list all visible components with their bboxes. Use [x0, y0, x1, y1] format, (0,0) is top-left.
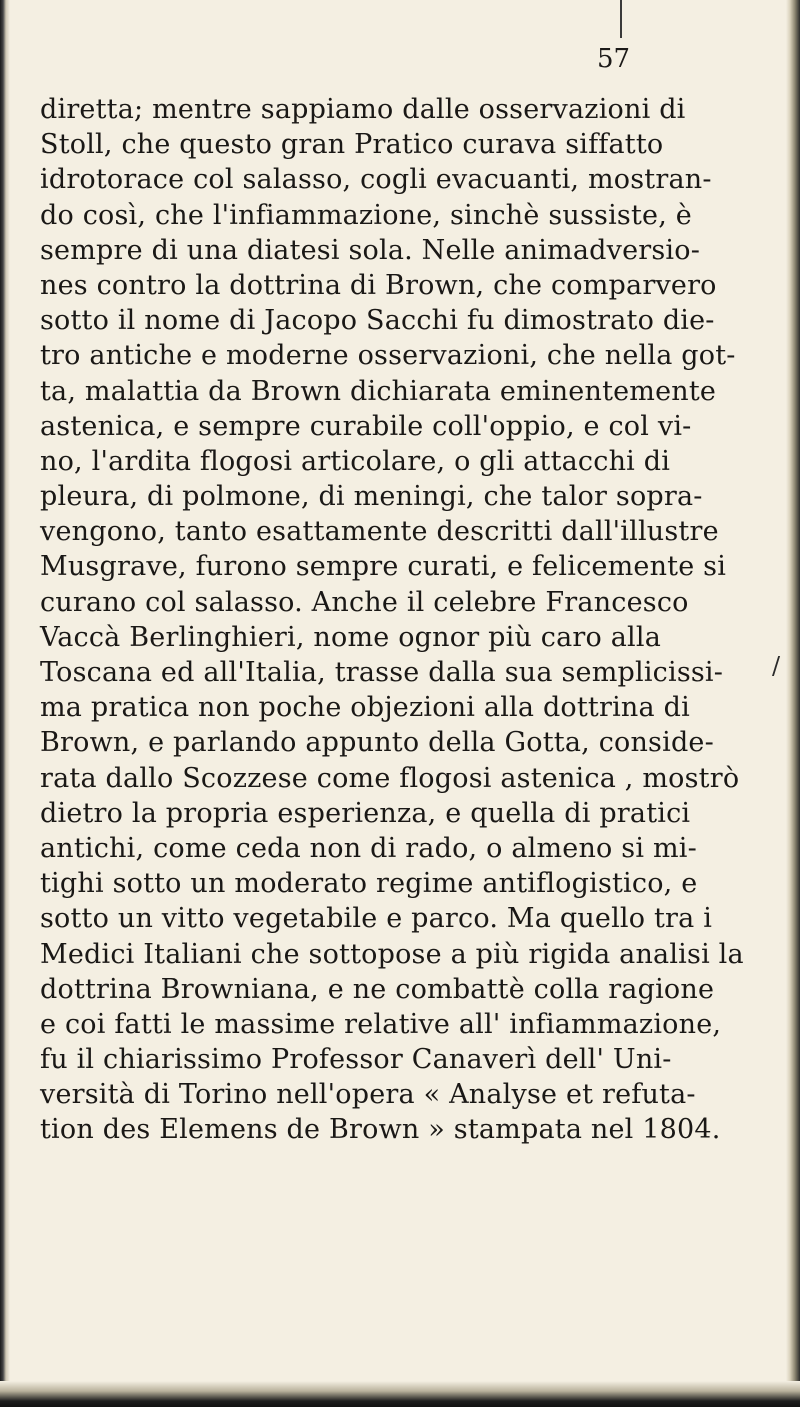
text-line: e coi fatti le massime relative all' infiammazione,	[40, 1008, 722, 1040]
text-line: antichi, come ceda non di rado, o almeno si mi-	[40, 832, 697, 864]
page-number: 57	[597, 44, 631, 74]
text-line: sempre di una diatesi sola. Nelle animadversio-	[40, 234, 701, 266]
text-line: sotto un vitto vegetabile e parco. Ma quello tra i	[40, 903, 713, 935]
text-line: Stoll, che questo gran Pratico curava siffatto	[40, 129, 664, 161]
text-line: no, l'ardita flogosi articolare, o gli attacchi di	[40, 445, 671, 477]
margin-mark: /	[772, 652, 781, 680]
body-text	[40, 92, 770, 1148]
text-line: tion des Elemens de Brown » stampata nel 1804.	[40, 1114, 721, 1146]
text-line: idrotorace col salasso, cogli evacuanti, mostran-	[40, 164, 712, 196]
text-line: tro antiche e moderne osservazioni, che nella got-	[40, 340, 736, 372]
text-line: nes contro la dottrina di Brown, che comparvero	[40, 269, 717, 301]
page-right-edge	[786, 0, 800, 1407]
text-line: curano col salasso. Anche il celebre Francesco	[40, 586, 689, 618]
text-line: dottrina Browniana, e ne combattè colla ragione	[40, 973, 715, 1005]
text-line: rata dallo Scozzese come flogosi astenica , mostrò	[40, 762, 740, 794]
text-line: ma pratica non poche objezioni alla dottrina di	[40, 692, 690, 724]
text-line: Vaccà Berlinghieri, nome ognor più caro alla	[40, 621, 662, 653]
text-line: dietro la propria esperienza, e quella di pratici	[40, 797, 691, 829]
text-line: sotto il nome di Jacopo Sacchi fu dimostrato die-	[40, 305, 715, 337]
text-line: do così, che l'infiammazione, sinchè sussiste, è	[40, 199, 692, 231]
page-bottom-edge	[0, 1381, 800, 1407]
text-line: tighi sotto un moderato regime antiflogistico, e	[40, 868, 698, 900]
text-line: astenica, e sempre curabile coll'oppio, e col vi-	[40, 410, 692, 442]
text-line: pleura, di polmone, di meningi, che talor sopra-	[40, 481, 703, 513]
text-line: Toscana ed all'Italia, trasse dalla sua semplicissi-	[40, 657, 724, 688]
text-line: ta, malattia da Brown dichiarata eminentemente	[40, 375, 717, 407]
text-line: Brown, e parlando appunto della Gotta, conside-	[40, 727, 714, 759]
top-margin-mark	[620, 0, 622, 38]
text-line: diretta; mentre sappiamo dalle osservazioni di	[40, 94, 686, 125]
text-line: Medici Italiani che sottopose a più rigida analisi la	[40, 938, 744, 970]
text-line: vengono, tanto esattamente descritti dall'illustre	[40, 516, 719, 548]
text-line: Musgrave, furono sempre curati, e felicemente si	[40, 551, 727, 583]
text-line: fu il chiarissimo Professor Canaverì dell' Uni-	[40, 1044, 672, 1076]
text-line: versità di Torino nell'opera « Analyse et refuta-	[40, 1079, 696, 1111]
page-left-edge	[0, 0, 10, 1407]
